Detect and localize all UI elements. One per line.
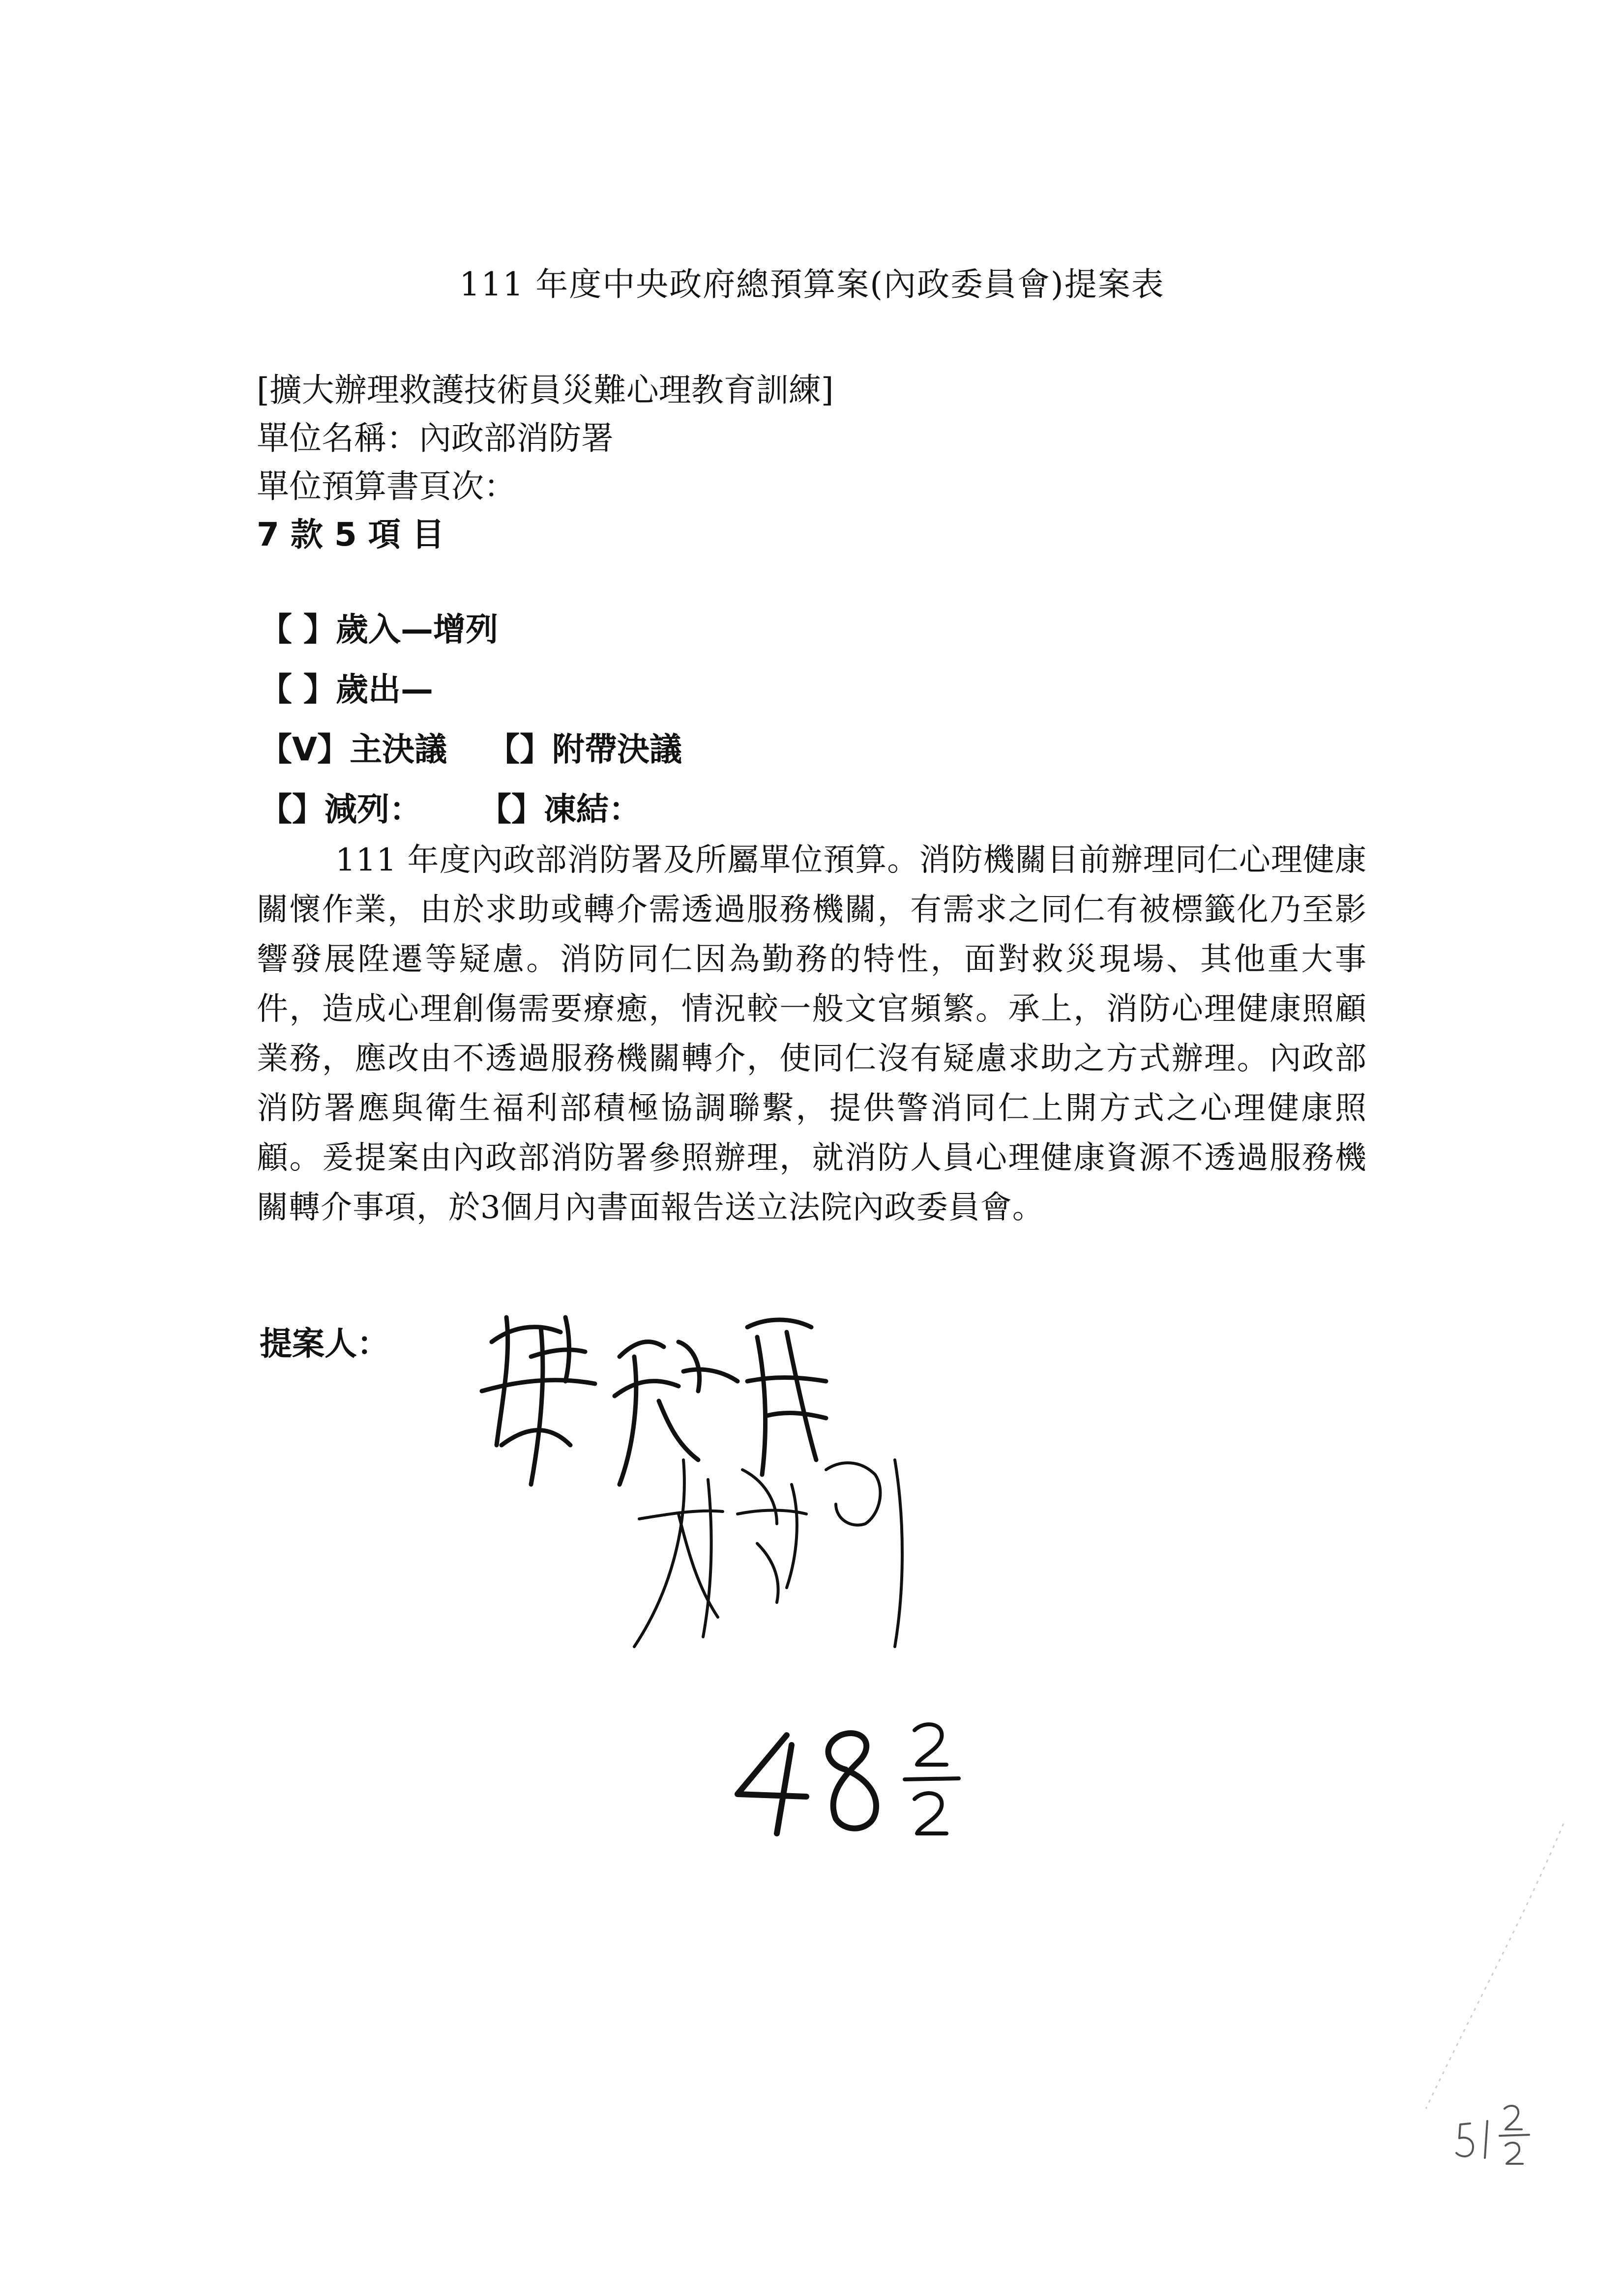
option-expenditure: 【 】歲出—	[260, 670, 433, 708]
proposal-options	[260, 600, 682, 840]
budget-item: 7 款 5 項 目	[257, 516, 444, 553]
option-freeze: 【】凍結：	[478, 790, 641, 828]
unit-name: 單位名稱：內政部消防署	[257, 419, 614, 457]
handwritten-number	[723, 1715, 978, 1843]
budget-page: 單位預算書頁次：	[257, 467, 516, 505]
option-revenue: 【 】歲入—增列	[260, 610, 498, 648]
signature-2	[629, 1440, 924, 1657]
option-resolutions	[260, 720, 682, 780]
document-title: 111 年度中央政府總預算案(內政委員會)提案表	[459, 265, 1165, 303]
proposal-body: 111 年度內政部消防署及所屬單位預算。消防機關目前辦理同仁心理健康關懷作業，由於求助或轉介需透過服務機關，有需求之同仁有被標籤化乃至影響發展陞遷等疑慮。消防同仁因為勤務的特性，面對救災現場、其他重大事件，造成心理創傷需要療癒，情況較一般文官頻繁。承上，消防心理健康照顧業務，應改由不透過服務機關轉介，使同仁沒有疑慮求助之方式辦理。內政部消防署應與衛生福利部積極協調聯繫，提供警消同仁上開方式之心理健康照顧。爰提案由內政部消防署參照辦理，就消防人員心理健康資源不透過服務機關轉介事項，於3個月內書面報告送立法院內政委員會。	[257, 842, 1367, 1226]
option-reduce: 【】減列：	[260, 790, 422, 828]
proposal-subject: [擴大辦理救護技術員災難心理教育訓練]	[257, 371, 834, 409]
document-meta	[257, 366, 834, 559]
option-attached-resolution: 【】附帶決議	[487, 730, 682, 768]
scan-artifact	[1328, 1819, 1573, 2114]
option-main-resolution: 【V】主決議	[260, 730, 447, 768]
proposer-label: 提案人：	[260, 1325, 389, 1363]
option-reduce-freeze	[260, 780, 682, 840]
